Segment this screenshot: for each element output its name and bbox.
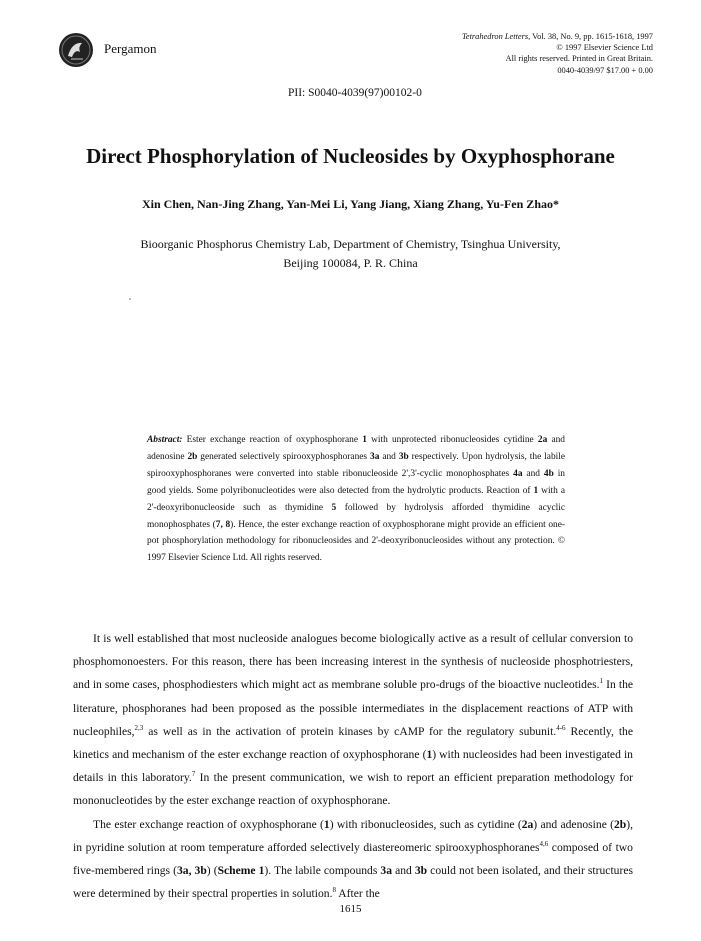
citation-ref: 4,6 (539, 839, 549, 848)
compound-ref: 3b (414, 864, 428, 878)
compound-ref: 3a (370, 451, 380, 462)
abstract-copyright: © 1997 Elsevier Science Ltd. All rights reserved. (147, 536, 565, 564)
abstract-text: with unprotected ribonucleosides cytidine (366, 435, 538, 445)
abstract-text: in good yields. Some polyribonucleotides were also detected from the hydrolytic products. Reaction of (147, 468, 565, 496)
compound-ref: 1 (323, 817, 330, 831)
body-text: ), in pyridine solution at room temperature afforded selectively diastereomeric spirooxyphosphoranes (73, 817, 633, 854)
article-authors: Xin Chen, Nan-Jing Zhang, Yan-Mei Li, Yang Jiang, Xiang Zhang, Yu-Fen Zhao* (142, 197, 559, 211)
abstract-text: generated selectively spirooxyphosphoranes (197, 451, 371, 462)
journal-citation (462, 31, 653, 42)
compound-ref: 1 (426, 748, 433, 762)
journal-info (462, 31, 653, 76)
citation-ref: 4-6 (556, 723, 566, 732)
abstract-text: respectively. Upon hydrolysis, the labile spirooxyphosphoranes were converted into stable ribonucleoside 2',3'-cyclic monophosphates (147, 451, 565, 479)
compound-ref: 1 (533, 485, 539, 496)
journal-volume: , Vol. 38, No. 9, pp. 1615-1618, 1997 (528, 32, 653, 41)
journal-name: Tetrahedron Letters (461, 32, 529, 41)
body-text: ) with ribonucleosides, such as cytidine ( (329, 817, 522, 831)
compound-ref: 2b (613, 817, 627, 831)
body-text: composed of two five-membered rings ( (73, 840, 633, 878)
article-body (73, 627, 633, 905)
body-text: and (392, 864, 415, 878)
compound-ref: 3b (398, 451, 409, 462)
body-text: ) with nucleosides had been investigated in details in this laboratory. (73, 748, 633, 785)
body-paragraph (73, 627, 633, 813)
scheme-ref: Scheme 1 (217, 864, 265, 878)
page-number: 1615 (339, 903, 362, 915)
compound-ref: 3a, 3b (176, 864, 207, 878)
abstract-text: and adenosine (147, 435, 565, 462)
body-text: could not been isolated, and their structures were determined by their spectral properties in solution. (73, 864, 633, 901)
body-paragraph (73, 813, 633, 906)
pii-identifier: PII: S0040-4039(97)00102-0 (288, 87, 422, 99)
abstract-text: ). Hence, the ester exchange reaction of oxyphosphorane might provide an efficient one-pot phosphorylation methodology for ribonucleosides and 2'-deoxyribonucleosides without any protection. (147, 519, 566, 547)
abstract-text: and (522, 468, 544, 479)
compound-ref: 2a (537, 435, 548, 445)
affiliation-line: Bioorganic Phosphorus Chemistry Lab, Department of Chemistry, Tsinghua University, (140, 237, 561, 251)
body-text: ) and adenosine ( (533, 817, 614, 831)
body-text: as well as in the activation of protein kinases by cAMP for the regulatory subunit. (143, 724, 557, 738)
abstract-text: and (379, 451, 399, 462)
citation-ref: 1 (599, 677, 604, 686)
body-text: It is well established that most nucleoside analogues become biologically active as a result of cellular conversion to phosphomonoesters. For this reason, there has been increasing interest in the synthesis of nucleoside phosphotriesters, and in some cases, phosphodiesters which might act as membrane soluble pro-drugs of the bioactive nucleotides. (73, 632, 633, 692)
affiliation-line: Beijing 100084, P. R. China (283, 256, 418, 270)
journal-copyright: © 1997 Elsevier Science Ltd (556, 43, 653, 53)
compound-ref: 4a (513, 468, 523, 479)
abstract-text: with a 2'-deoxyribonucleoside such as thymidine (147, 485, 565, 513)
body-text: Recently, the kinetics and mechanism of the ester exchange reaction of oxyphosphorane ( (73, 724, 633, 762)
article-title: Direct Phosphorylation of Nucleosides by Oxyphosphorane (86, 144, 615, 168)
abstract-label: Abstract: (147, 435, 183, 445)
abstract-text: followed by hydrolysis afforded thymidine acyclic monophosphates ( (147, 502, 565, 530)
body-text: After the (336, 887, 380, 901)
compound-ref: 5 (331, 502, 337, 513)
scan-speck (129, 298, 131, 300)
compound-ref: 1 (362, 435, 367, 445)
body-text: ). The labile compounds (264, 864, 381, 878)
abstract-text: Ester exchange reaction of oxyphosphorane (182, 435, 363, 445)
compound-ref: 2b (187, 451, 198, 462)
body-text: In the present communication, we wish to report an efficient preparation methodology for mononucleotides by the ester exchange reaction of oxyphosphorane. (73, 771, 633, 808)
pergamon-logo-icon (58, 32, 94, 68)
citation-ref: 7 (191, 770, 196, 779)
body-text: In the literature, phosphoranes had been proposed as the possible intermediates in the displacement reactions of ATP with nucleophiles, (73, 678, 634, 738)
journal-price: 0040-4039/97 $17.00 + 0.00 (557, 65, 653, 75)
citation-ref: 2,3 (134, 723, 144, 732)
compound-ref: 3a (380, 864, 393, 878)
compound-ref: 2a (521, 817, 534, 831)
compound-ref: 7, 8 (215, 519, 231, 530)
citation-ref: 8 (332, 886, 336, 895)
compound-ref: 4b (543, 468, 554, 479)
abstract (147, 432, 565, 567)
publisher-name: Pergamon (104, 41, 157, 56)
author-affiliation (0, 235, 701, 273)
body-text: ) ( (206, 864, 218, 878)
journal-rights: All rights reserved. Printed in Great Britain. (505, 54, 653, 64)
body-text: The ester exchange reaction of oxyphosphorane ( (93, 817, 324, 831)
